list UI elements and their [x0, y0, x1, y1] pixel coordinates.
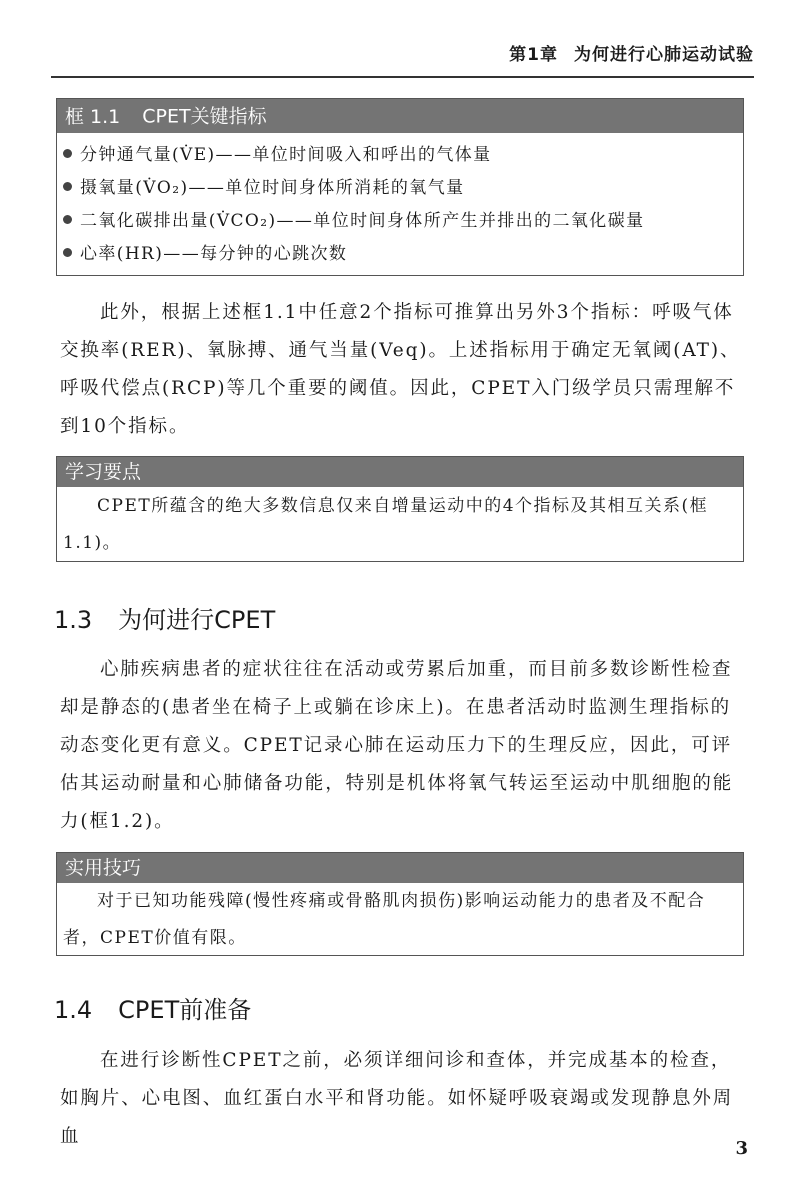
bullet-icon: [63, 182, 72, 191]
chapter-title: 为何进行心肺运动试验: [574, 45, 754, 65]
bullet-icon: [63, 248, 72, 257]
list-item: 摄氧量(V̇O₂)——单位时间身体所消耗的氧气量: [57, 172, 743, 205]
section-heading-1-4: [54, 990, 251, 1025]
running-head: [493, 40, 754, 65]
box-label: 框 1.1: [65, 105, 121, 128]
paragraph-derived-indicators: 此外，根据上述框1.1中任意2个指标可推算出另外3个指标：呼吸气体交换率(RER)、氧脉搏、通气当量(Veq)。上述指标用于确定无氧阈(AT)、呼吸代偿点(RCP)等几个重要的阈值。因此，CPET入门级学员只需理解不到10个指标。: [60, 302, 741, 437]
section-number: 1.4: [54, 996, 93, 1024]
page-number: 3: [735, 1138, 748, 1159]
box-title: CPET关键指标: [142, 105, 267, 128]
list-item: 二氧化碳排出量(V̇CO₂)——单位时间身体所产生并排出的二氧化碳量: [57, 205, 743, 238]
box-title: 实用技巧: [57, 853, 743, 883]
box-text: 对于已知功能残障(慢性疼痛或骨骼肌肉损伤)影响运动能力的患者及不配合者，CPET价值有限。: [63, 891, 706, 948]
section-heading-1-3: [54, 600, 275, 635]
box-text: CPET所蕴含的绝大多数信息仅来自增量运动中的4个指标及其相互关系(框1.1)。: [63, 496, 709, 553]
list-item: 分钟通气量(V̇E)——单位时间吸入和呼出的气体量: [57, 139, 743, 172]
box-title: 学习要点: [57, 457, 743, 487]
box-title-bar: [57, 99, 743, 133]
indicator-list: [57, 133, 743, 271]
paragraph-why-cpet: 心肺疾病患者的症状往往在活动或劳累后加重，而目前多数诊断性检查却是静态的(患者坐在椅子上或躺在诊床上)。在患者活动时监测生理指标的动态变化更有意义。CPET记录心肺在运动压力下的生理反应，因此，可评估其运动耐量和心肺储备功能，特别是机体将氧气转运至运动中肌细胞的能力(框1.2)。: [60, 659, 734, 832]
box-learning-points: [56, 456, 744, 562]
section-title: 为何进行CPET: [118, 606, 276, 634]
box-cpet-key-indicators: [56, 98, 744, 276]
section-title: CPET前准备: [118, 996, 252, 1024]
section-number: 1.3: [54, 606, 93, 634]
header-rule: [51, 76, 754, 78]
bullet-icon: [63, 149, 72, 158]
box-practical-tips: [56, 852, 744, 956]
bullet-icon: [63, 215, 72, 224]
chapter-number: 第1章: [509, 45, 558, 65]
paragraph-preparation: 在进行诊断性CPET之前，必须详细问诊和查体，并完成基本的检查，如胸片、心电图、血红蛋白水平和肾功能。如怀疑呼吸衰竭或发现静息外周血: [60, 1050, 734, 1147]
list-item: 心率(HR)——每分钟的心跳次数: [57, 238, 743, 271]
